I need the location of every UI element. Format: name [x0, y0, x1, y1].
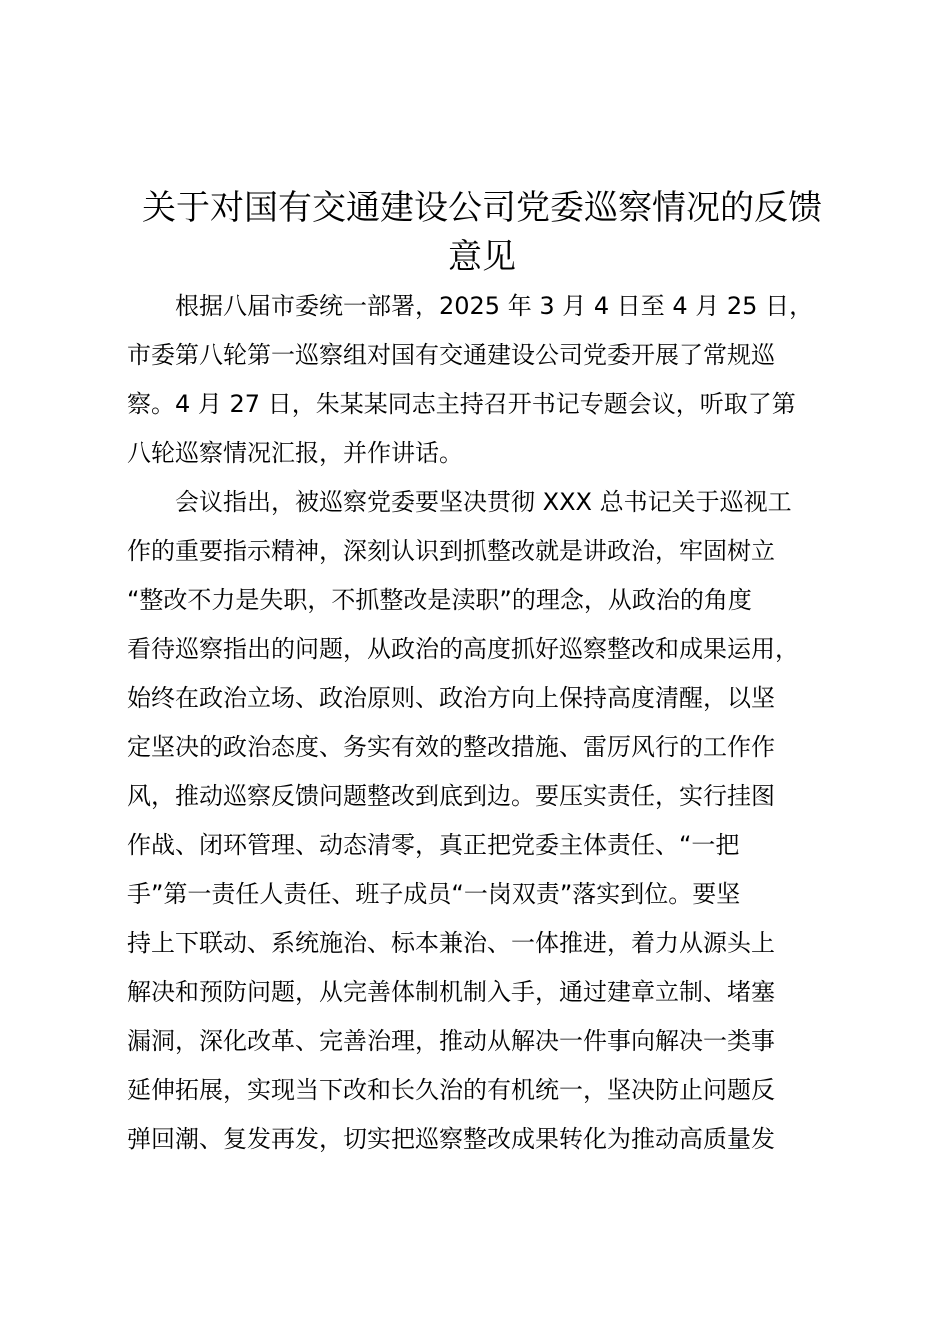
paragraph-line: 始终在政治立场、政治原则、政治方向上保持高度清醒，以坚: [127, 684, 775, 712]
paragraph-line: 定坚决的政治态度、务实有效的整改措施、雷厉风行的工作作: [127, 733, 775, 761]
paragraph-line: 手”第一责任人责任、班子成员“一岗双责”落实到位。要坚: [127, 880, 741, 908]
paragraph-line: 风，推动巡察反馈问题整改到底到边。要压实责任，实行挂图: [127, 782, 775, 810]
paragraph: [127, 282, 837, 478]
document-title: [127, 184, 837, 282]
paragraph-line: 漏洞，深化改革、完善治理，推动从解决一件事向解决一类事: [127, 1027, 775, 1055]
paragraph-line: 察。4 月 27 日，朱某某同志主持召开书记专题会议，听取了第: [127, 390, 796, 418]
paragraph-line: 作战、闭环管理、动态清零，真正把党委主体责任、“一把: [127, 831, 740, 859]
paragraph: [127, 478, 837, 1164]
paragraph-line: 会议指出，被巡察党委要坚决贯彻 XXX 总书记关于巡视工: [175, 488, 792, 516]
paragraph-line: 弹回潮、复发再发，切实把巡察整改成果转化为推动高质量发: [127, 1125, 775, 1153]
paragraph-line: 根据八届市委统一部署，2025 年 3 月 4 日至 4 月 25 日，: [175, 292, 814, 320]
paragraph-line: 看待巡察指出的问题，从政治的高度抓好巡察整改和成果运用，: [127, 635, 799, 663]
paragraph-line: 解决和预防问题，从完善体制机制入手，通过建章立制、堵塞: [127, 978, 775, 1006]
title-line: 意见: [448, 237, 516, 277]
paragraph-line: “整改不力是失职，不抓整改是渎职”的理念，从政治的角度: [127, 586, 752, 614]
paragraph-line: 作的重要指示精神，深刻认识到抓整改就是讲政治，牢固树立: [127, 537, 775, 565]
title-line: 关于对国有交通建设公司党委巡察情况的反馈: [142, 188, 822, 228]
document-body: [127, 184, 837, 1164]
paragraph-line: 八轮巡察情况汇报，并作讲话。: [127, 439, 463, 467]
paragraph-line: 持上下联动、系统施治、标本兼治、一体推进，着力从源头上: [127, 929, 775, 957]
paragraph-line: 延伸拓展，实现当下改和长久治的有机统一，坚决防止问题反: [127, 1076, 775, 1104]
paragraph-line: 市委第八轮第一巡察组对国有交通建设公司党委开展了常规巡: [127, 341, 775, 369]
